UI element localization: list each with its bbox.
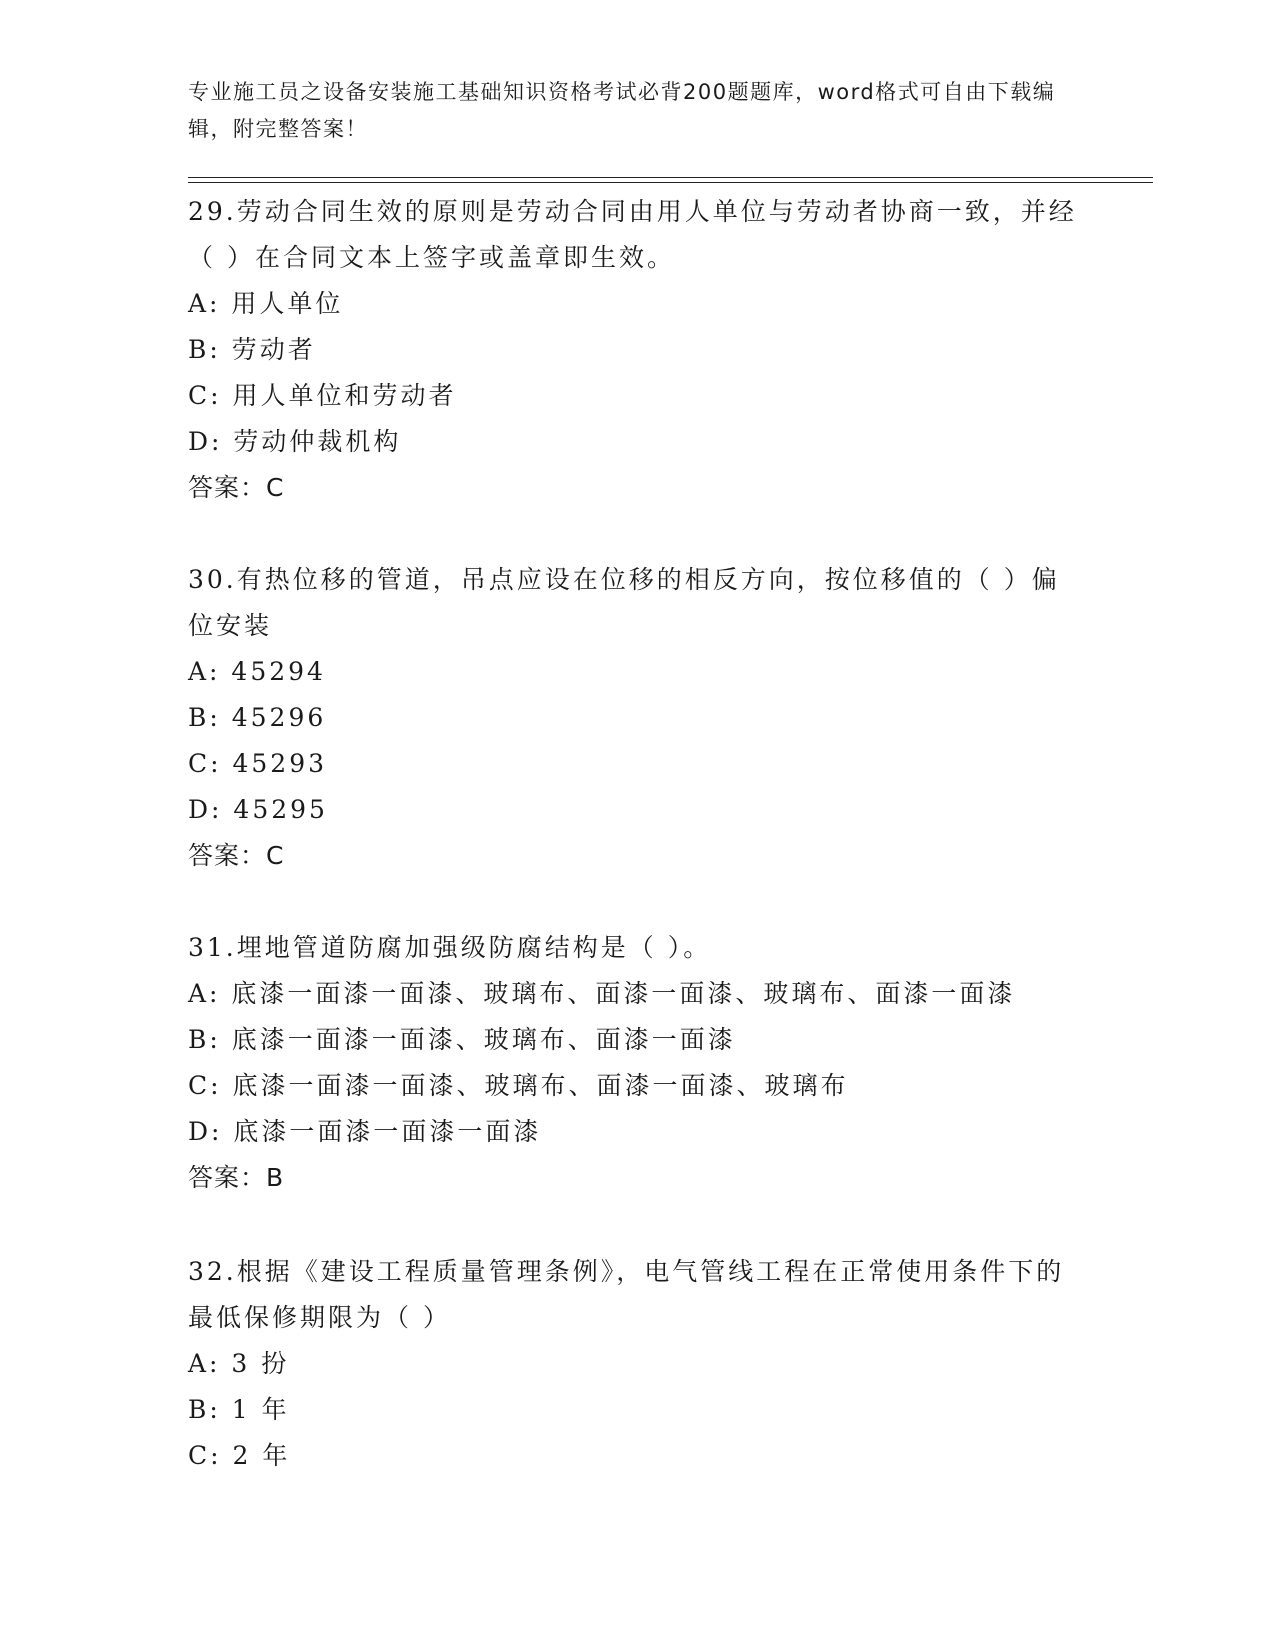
question-stem: 31.埋地管道防腐加强级防腐结构是（ ）。 bbox=[188, 933, 712, 962]
header-divider-bottom bbox=[188, 182, 1153, 183]
answer: 答案：C bbox=[188, 841, 285, 870]
answer: 答案：B bbox=[188, 1163, 285, 1192]
option-a: A: 45294 bbox=[188, 657, 326, 686]
option-b: B: 底漆一面漆一面漆、玻璃布、面漆一面漆 bbox=[188, 1025, 736, 1054]
option-c: C: 45293 bbox=[188, 749, 328, 778]
question-29 bbox=[188, 189, 1088, 511]
question-30 bbox=[188, 557, 1088, 879]
option-b: B: 1 年 bbox=[188, 1395, 290, 1424]
option-c: C: 底漆一面漆一面漆、玻璃布、面漆一面漆、玻璃布 bbox=[188, 1071, 849, 1100]
question-32 bbox=[188, 1249, 1088, 1479]
question-stem: 30.有热位移的管道，吊点应设在位移的相反方向，按位移值的（ ）偏位安装 bbox=[188, 565, 1060, 640]
question-stem: 29.劳动合同生效的原则是劳动合同由用人单位与劳动者协商一致，并经（ ）在合同文本上签字或盖章即生效。 bbox=[188, 197, 1077, 272]
header-divider-top bbox=[188, 177, 1153, 178]
option-a: A: 用人单位 bbox=[188, 289, 344, 318]
option-d: D: 底漆一面漆一面漆一面漆 bbox=[188, 1117, 542, 1146]
option-c: C: 2 年 bbox=[188, 1441, 291, 1470]
option-b: B: 劳动者 bbox=[188, 335, 316, 364]
option-a: A: 底漆一面漆一面漆、玻璃布、面漆一面漆、玻璃布、面漆一面漆 bbox=[188, 979, 1016, 1008]
question-31 bbox=[188, 925, 1088, 1201]
document-header: 专业施工员之设备安装施工基础知识资格考试必背200题题库，word格式可自由下载编辑，附完整答案！ bbox=[188, 80, 1056, 141]
option-d: D: 劳动仲裁机构 bbox=[188, 427, 402, 456]
option-a: A: 3 扮 bbox=[188, 1349, 290, 1378]
option-b: B: 45296 bbox=[188, 703, 327, 732]
question-stem: 32.根据《建设工程质量管理条例》，电气管线工程在正常使用条件下的最低保修期限为（ ） bbox=[188, 1257, 1065, 1332]
option-d: D: 45295 bbox=[188, 795, 328, 824]
answer: 答案：C bbox=[188, 473, 285, 502]
option-c: C: 用人单位和劳动者 bbox=[188, 381, 457, 410]
